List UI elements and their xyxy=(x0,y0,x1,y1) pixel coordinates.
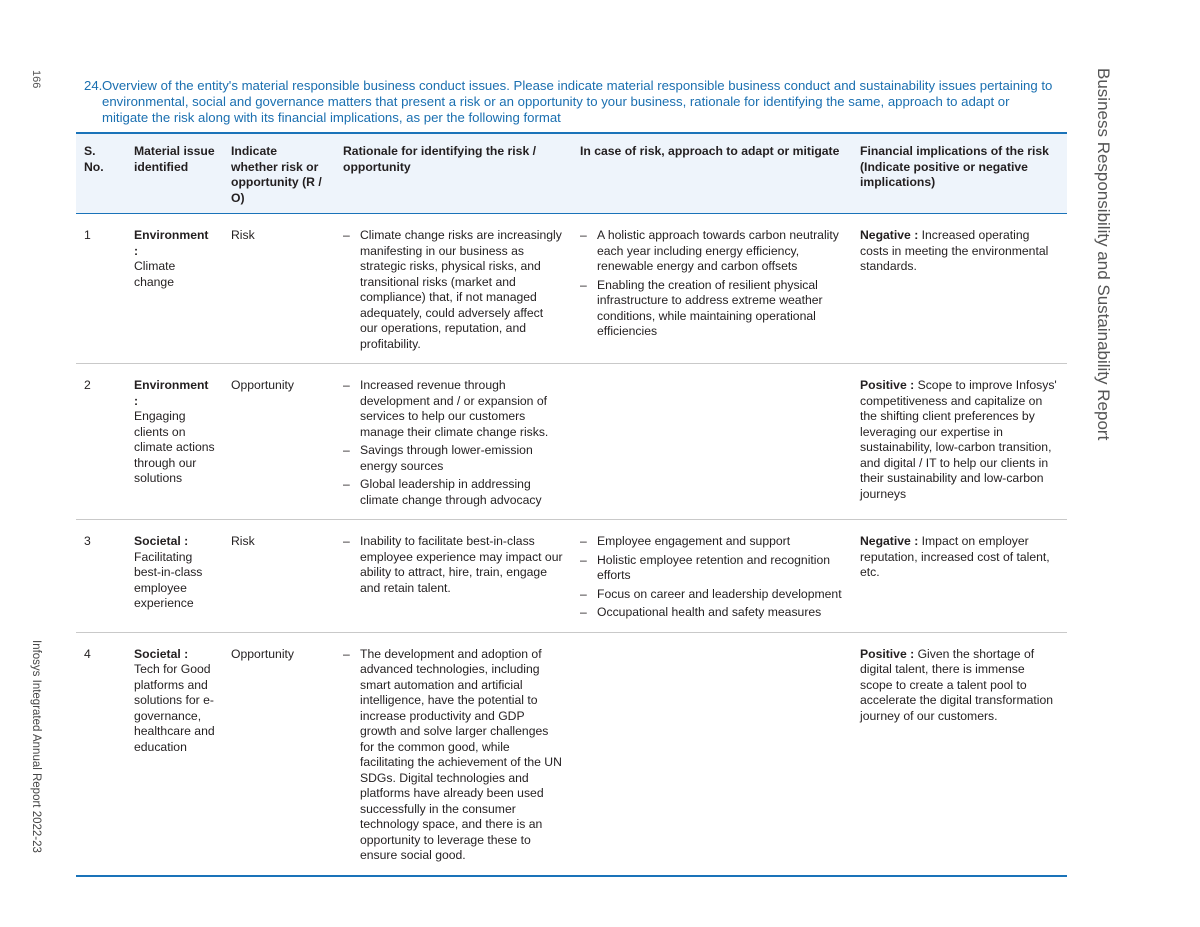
report-title-footer: Infosys Integrated Annual Report 2022-23 xyxy=(30,640,42,853)
rationale-list xyxy=(343,534,564,596)
issue-category: Societal : xyxy=(134,646,189,661)
implication-text: Increased operating costs in meeting the environmental standards. xyxy=(860,228,1049,273)
cell-approach xyxy=(572,520,852,633)
table-row xyxy=(76,364,1067,520)
table-row xyxy=(76,214,1067,364)
implication-tag: Positive : xyxy=(860,378,915,392)
rationale-list-item: – Global leadership in addressing climate change through advocacy xyxy=(343,477,564,508)
page-number: 166 xyxy=(30,70,42,89)
material-issues-table xyxy=(76,132,1067,877)
cell-material-issue xyxy=(126,520,223,633)
cell-rationale xyxy=(335,214,572,364)
approach-list xyxy=(580,228,844,340)
approach-list-item: – A holistic approach towards carbon neutrality each year including energy efficiency, renewable energy and carbon offsets xyxy=(580,228,844,275)
cell-risk-or-opportunity: Risk xyxy=(231,534,255,548)
question-number: 24. xyxy=(84,78,103,93)
issue-name: Climate change xyxy=(134,259,176,289)
cell-material-issue xyxy=(126,364,223,520)
cell-risk-or-opportunity: Risk xyxy=(231,228,255,242)
implication-tag: Negative : xyxy=(860,228,919,242)
cell-approach xyxy=(572,214,852,364)
cell-risk-or-opportunity: Opportunity xyxy=(231,646,295,661)
cell-rationale xyxy=(335,364,572,520)
implication-tag: Negative : xyxy=(860,534,919,548)
table-row xyxy=(76,632,1067,876)
issue-category: Environment : xyxy=(134,228,209,258)
cell-approach xyxy=(572,632,852,876)
section-title-header: Business Responsibility and Sustainability Report xyxy=(1094,68,1113,441)
cell-sno: 1 xyxy=(84,228,91,242)
rationale-list-item: – The development and adoption of advanced technologies, including smart automation and artificial intelligence, have the potential to increase productivity and GDP growth and solve larger challenges for the common good, while facilitating the achievement of the UN SDGs. Digital technologies and platforms have already been used successfully in the consumer technology space, and there is an opportunity to leverage these to ensure social good. xyxy=(343,647,564,864)
approach-list xyxy=(580,534,844,621)
approach-list-item: – Occupational health and safety measures xyxy=(580,605,844,621)
cell-approach xyxy=(572,364,852,520)
rationale-list-item: – Climate change risks are increasingly manifesting in our business as strategic risks, physical risks, and transitional risks (market and compliance) that, if not managed adequately, could adversely affect our operations, reputation, and profitability. xyxy=(343,228,564,352)
table-header-row xyxy=(76,133,1067,214)
question-text: Overview of the entity's material responsible business conduct issues. Please indicate material responsible business conduct and sustainability issues pertaining to environmental, social and governance matters that present a risk or an opportunity to your business, rationale for identifying the same, approach to adapt or mitigate the risk along with its financial implications, as per the following format xyxy=(102,78,1053,125)
header-approach: In case of risk, approach to adapt or mitigate xyxy=(580,144,840,158)
implication-text: Impact on employer reputation, increased cost of talent, etc. xyxy=(860,534,1050,579)
cell-financial-implications xyxy=(852,632,1067,876)
implication-tag: Positive : xyxy=(860,646,915,661)
header-material-issue: Material issue identified xyxy=(134,144,215,174)
issue-name: Engaging clients on climate actions through our solutions xyxy=(134,409,215,485)
issue-category: Environment : xyxy=(134,378,209,408)
rationale-list xyxy=(343,228,564,352)
cell-sno: 4 xyxy=(84,646,91,661)
implication-text: Scope to improve Infosys' competitiveness and capitalize on the shifting client preferences by leveraging our expertise in sustainability, low-carbon transition, and digital / IT to help our clients in their sustainability and low-carbon journeys xyxy=(860,378,1057,501)
rationale-list xyxy=(343,378,564,508)
issue-name: Tech for Good platforms and solutions for e-governance, healthcare and education xyxy=(134,662,215,754)
approach-list-item: – Focus on career and leadership development xyxy=(580,587,844,603)
rationale-list-item: – Increased revenue through development and / or expansion of services to help our customers manage their climate change risks. xyxy=(343,378,564,440)
table-row xyxy=(76,520,1067,633)
rationale-list-item: – Inability to facilitate best-in-class employee experience may impact our ability to attract, hire, train, engage and retain talent. xyxy=(343,534,564,596)
header-risk-or-opportunity: Indicate whether risk or opportunity (R / O) xyxy=(231,144,322,205)
cell-financial-implications xyxy=(852,214,1067,364)
question-heading xyxy=(84,78,1059,126)
cell-rationale xyxy=(335,632,572,876)
issue-name: Facilitating best-in-class employee experience xyxy=(134,549,203,610)
cell-sno: 3 xyxy=(84,534,91,548)
cell-rationale xyxy=(335,520,572,633)
implication-text: Given the shortage of digital talent, there is immense scope to create a talent pool to accelerate the digital transformation journey of our customers. xyxy=(860,646,1054,723)
cell-material-issue xyxy=(126,632,223,876)
cell-sno: 2 xyxy=(84,378,91,392)
approach-list-item: – Employee engagement and support xyxy=(580,534,844,550)
header-financial-implications: Financial implications of the risk (Indicate positive or negative implications) xyxy=(860,144,1049,189)
rationale-list-item: – Savings through lower-emission energy sources xyxy=(343,443,564,474)
header-sno: S. No. xyxy=(84,144,104,174)
issue-category: Societal : xyxy=(134,534,189,548)
rationale-list xyxy=(343,647,564,864)
approach-list-item: – Enabling the creation of resilient physical infrastructure to address extreme weather conditions, while maintaining operational efficiencies xyxy=(580,278,844,340)
header-rationale: Rationale for identifying the risk / opportunity xyxy=(343,144,536,174)
cell-material-issue xyxy=(126,214,223,364)
table-body xyxy=(76,214,1067,876)
cell-financial-implications xyxy=(852,364,1067,520)
approach-list-item: – Holistic employee retention and recognition efforts xyxy=(580,553,844,584)
cell-financial-implications xyxy=(852,520,1067,633)
cell-risk-or-opportunity: Opportunity xyxy=(231,378,295,392)
